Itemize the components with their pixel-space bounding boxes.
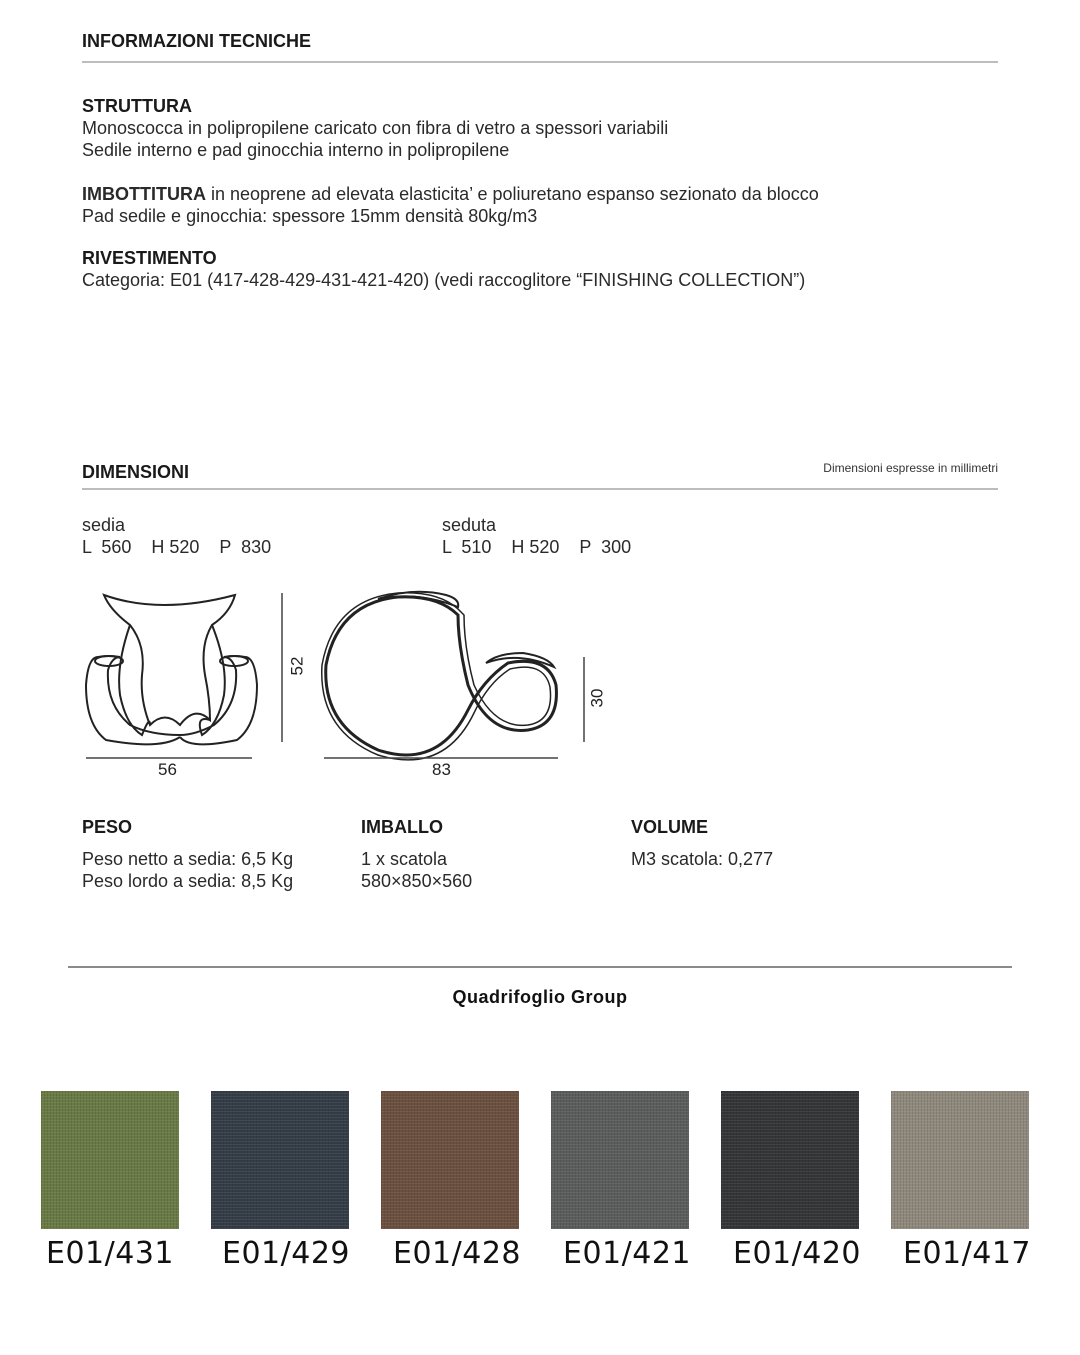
peso-line-2: Peso lordo a sedia: 8,5 Kg xyxy=(82,871,294,891)
volume-title: VOLUME xyxy=(631,817,709,837)
front-width-label: 56 xyxy=(158,760,177,779)
imballo-line-2: 580×850×560 xyxy=(361,871,473,891)
dimensions-divider xyxy=(82,488,998,490)
sedia-dimensions xyxy=(82,514,271,558)
volume-line-1: M3 scatola: 0,277 xyxy=(631,849,774,869)
front-height-label: 52 xyxy=(287,656,307,676)
volume-block xyxy=(631,817,773,870)
imballo-title: IMBALLO xyxy=(361,817,443,837)
imbottitura-title: IMBOTTITURA xyxy=(82,184,206,204)
peso-line-1: Peso netto a sedia: 6,5 Kg xyxy=(82,849,294,869)
swatch-e01-431 xyxy=(41,1091,179,1229)
rivestimento-section xyxy=(82,248,805,291)
struttura-line-2: Sedile interno e pad ginocchia interno in polipropilene xyxy=(82,140,510,160)
swatch-label-e01-421: E01/421 xyxy=(563,1236,691,1271)
dimensions-note: Dimensioni espresse in millimetri xyxy=(823,461,998,475)
sedia-values: L 560 H 520 P 830 xyxy=(82,537,272,557)
seduta-label: seduta xyxy=(442,515,497,535)
swatch-label-e01-428: E01/428 xyxy=(393,1236,521,1271)
swatch-label-e01-417: E01/417 xyxy=(903,1236,1031,1271)
swatch-e01-421 xyxy=(551,1091,689,1229)
imballo-block xyxy=(361,817,472,892)
chair-side-view-drawing xyxy=(318,585,618,785)
imballo-line-1: 1 x scatola xyxy=(361,849,448,869)
peso-block xyxy=(82,817,293,892)
peso-title: PESO xyxy=(82,817,133,837)
imbottitura-section xyxy=(82,183,819,227)
chair-front-view-drawing xyxy=(80,585,300,785)
sedia-label: sedia xyxy=(82,515,126,535)
swatch-label-e01-420: E01/420 xyxy=(733,1236,861,1271)
struttura-title: STRUTTURA xyxy=(82,96,192,116)
swatch-e01-429 xyxy=(211,1091,349,1229)
tech-info-divider xyxy=(82,61,998,63)
struttura-section xyxy=(82,96,668,161)
swatch-e01-428 xyxy=(381,1091,519,1229)
rivestimento-title: RIVESTIMENTO xyxy=(82,248,217,268)
imbottitura-text: in neoprene ad elevata elasticita’ e poliuretano espanso sezionato da blocco xyxy=(205,184,819,204)
brand-name: Quadrifoglio Group xyxy=(452,987,628,1007)
side-height-label: 30 xyxy=(587,688,607,708)
rivestimento-line: Categoria: E01 (417-428-429-431-421-420) (vedi raccoglitore “FINISHING COLLECTION”) xyxy=(82,270,806,290)
side-width-label: 83 xyxy=(432,760,451,779)
seduta-dimensions xyxy=(442,514,631,558)
footer-divider xyxy=(68,966,1012,968)
struttura-line-1: Monoscocca in polipropilene caricato con fibra di vetro a spessori variabili xyxy=(82,118,669,138)
swatch-e01-417 xyxy=(891,1091,1029,1229)
seduta-values: L 510 H 520 P 300 xyxy=(442,537,632,557)
swatch-label-e01-431: E01/431 xyxy=(46,1236,174,1271)
swatch-e01-420 xyxy=(721,1091,859,1229)
swatch-label-e01-429: E01/429 xyxy=(222,1236,350,1271)
tech-info-title: INFORMAZIONI TECNICHE xyxy=(82,31,311,51)
imbottitura-line-2: Pad sedile e ginocchia: spessore 15mm densità 80kg/m3 xyxy=(82,206,538,226)
dimensions-title: DIMENSIONI xyxy=(82,462,190,482)
